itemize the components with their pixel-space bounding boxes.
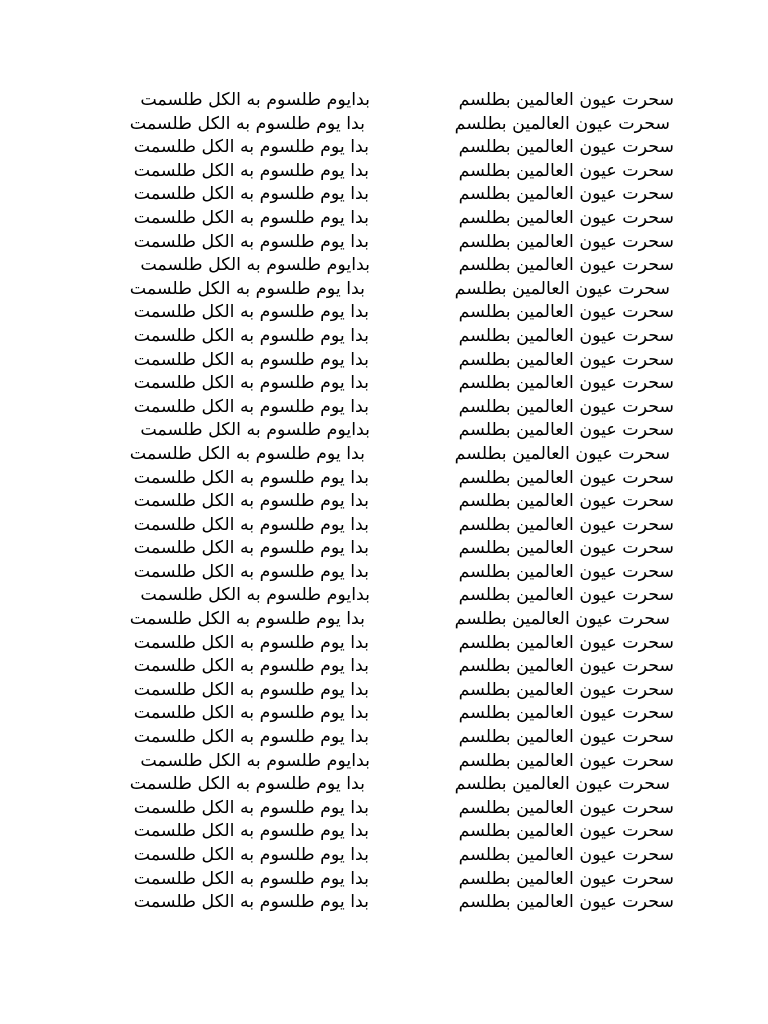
poem-line — [0, 490, 768, 514]
first-hemistich: سحرت عيون العالمين بطلسم — [454, 609, 670, 630]
first-hemistich: سحرت عيون العالمين بطلسم — [458, 727, 674, 748]
first-hemistich: سحرت عيون العالمين بطلسم — [458, 797, 674, 818]
poem-line — [0, 797, 768, 821]
first-hemistich: سحرت عيون العالمين بطلسم — [458, 396, 674, 417]
second-hemistich: بدا يوم طلسوم به الكل طلسمت — [133, 396, 369, 417]
poem-line — [0, 537, 768, 561]
poem-line — [0, 349, 768, 373]
poem-line — [0, 443, 768, 467]
second-hemistich: بدايوم طلسوم به الكل طلسمت — [140, 90, 370, 110]
first-hemistich: سحرت عيون العالمين بطلسم — [458, 892, 674, 913]
second-hemistich: بدا يوم طلسوم به الكل طلسمت — [133, 325, 369, 346]
first-hemistich: سحرت عيون العالمين بطلسم — [458, 90, 674, 110]
second-hemistich: بدا يوم طلسوم به الكل طلسمت — [133, 727, 369, 748]
second-hemistich: بدا يوم طلسوم به الكل طلسمت — [133, 821, 369, 842]
poem-line — [0, 820, 768, 844]
second-hemistich: بدا يوم طلسوم به الكل طلسمت — [133, 656, 369, 677]
second-hemistich: بدا يوم طلسوم به الكل طلسمت — [133, 797, 369, 818]
first-hemistich: سحرت عيون العالمين بطلسم — [458, 255, 674, 276]
second-hemistich: بدا يوم طلسوم به الكل طلسمت — [133, 467, 369, 488]
first-hemistich: سحرت عيون العالمين بطلسم — [458, 231, 674, 252]
poem-line — [0, 891, 768, 915]
first-hemistich: سحرت عيون العالمين بطلسم — [458, 467, 674, 488]
poem-line — [0, 584, 768, 608]
first-hemistich: سحرت عيون العالمين بطلسم — [458, 325, 674, 346]
first-hemistich: سحرت عيون العالمين بطلسم — [458, 184, 674, 205]
first-hemistich: سحرت عيون العالمين بطلسم — [458, 821, 674, 842]
first-hemistich: سحرت عيون العالمين بطلسم — [458, 632, 674, 653]
second-hemistich: بدا يوم طلسوم به الكل طلسمت — [133, 160, 369, 181]
first-hemistich: سحرت عيون العالمين بطلسم — [458, 585, 674, 606]
poem-line — [0, 844, 768, 868]
poem-line — [0, 726, 768, 750]
second-hemistich: بدا يوم طلسوم به الكل طلسمت — [133, 868, 369, 889]
poem-line — [0, 514, 768, 538]
second-hemistich: بدا يوم طلسوم به الكل طلسمت — [133, 514, 369, 535]
second-hemistich: بدايوم طلسوم به الكل طلسمت — [140, 255, 370, 276]
first-hemistich: سحرت عيون العالمين بطلسم — [458, 160, 674, 181]
second-hemistich: بدا يوم طلسوم به الكل طلسمت — [133, 349, 369, 370]
first-hemistich: سحرت عيون العالمين بطلسم — [458, 207, 674, 228]
first-hemistich: سحرت عيون العالمين بطلسم — [458, 373, 674, 394]
poem-line — [0, 608, 768, 632]
first-hemistich: سحرت عيون العالمين بطلسم — [458, 703, 674, 724]
second-hemistich: بدا يوم طلسوم به الكل طلسمت — [133, 679, 369, 700]
second-hemistich: بدا يوم طلسوم به الكل طلسمت — [129, 609, 365, 630]
second-hemistich: بدا يوم طلسوم به الكل طلسمت — [133, 184, 369, 205]
second-hemistich: بدا يوم طلسوم به الكل طلسمت — [133, 703, 369, 724]
poem-line — [0, 679, 768, 703]
poem-line — [0, 160, 768, 184]
second-hemistich: بدا يوم طلسوم به الكل طلسمت — [133, 491, 369, 512]
first-hemistich: سحرت عيون العالمين بطلسم — [454, 113, 670, 134]
poem-line — [0, 868, 768, 892]
poem-line — [0, 301, 768, 325]
poem-line — [0, 750, 768, 774]
second-hemistich: بدا يوم طلسوم به الكل طلسمت — [133, 302, 369, 323]
poem-line — [0, 396, 768, 420]
second-hemistich: بدا يوم طلسوم به الكل طلسمت — [129, 113, 365, 134]
second-hemistich: بدا يوم طلسوم به الكل طلسمت — [129, 278, 365, 299]
poem-line — [0, 702, 768, 726]
first-hemistich: سحرت عيون العالمين بطلسم — [458, 491, 674, 512]
poem-line — [0, 136, 768, 160]
poem-line — [0, 419, 768, 443]
poem-line — [0, 207, 768, 231]
first-hemistich: سحرت عيون العالمين بطلسم — [458, 679, 674, 700]
first-hemistich: سحرت عيون العالمين بطلسم — [458, 750, 674, 771]
poem-line — [0, 254, 768, 278]
first-hemistich: سحرت عيون العالمين بطلسم — [458, 538, 674, 559]
second-hemistich: بدا يوم طلسوم به الكل طلسمت — [129, 774, 365, 795]
poem-line — [0, 183, 768, 207]
second-hemistich: بدا يوم طلسوم به الكل طلسمت — [133, 632, 369, 653]
first-hemistich: سحرت عيون العالمين بطلسم — [454, 278, 670, 299]
poem-line — [0, 632, 768, 656]
first-hemistich: سحرت عيون العالمين بطلسم — [458, 845, 674, 865]
poem-line — [0, 773, 768, 797]
poem-line — [0, 113, 768, 137]
first-hemistich: سحرت عيون العالمين بطلسم — [458, 137, 674, 158]
second-hemistich: بدايوم طلسوم به الكل طلسمت — [140, 420, 370, 441]
second-hemistich: بدا يوم طلسوم به الكل طلسمت — [133, 538, 369, 559]
first-hemistich: سحرت عيون العالمين بطلسم — [454, 443, 670, 464]
second-hemistich: بدا يوم طلسوم به الكل طلسمت — [133, 137, 369, 158]
second-hemistich: بدا يوم طلسوم به الكل طلسمت — [129, 443, 365, 464]
first-hemistich: سحرت عيون العالمين بطلسم — [458, 561, 674, 582]
second-hemistich: بدا يوم طلسوم به الكل طلسمت — [133, 892, 369, 913]
poem-line — [0, 561, 768, 585]
first-hemistich: سحرت عيون العالمين بطلسم — [454, 774, 670, 795]
first-hemistich: سحرت عيون العالمين بطلسم — [458, 656, 674, 677]
second-hemistich: بدا يوم طلسوم به الكل طلسمت — [133, 231, 369, 252]
poem-line — [0, 278, 768, 302]
second-hemistich: بدايوم طلسوم به الكل طلسمت — [140, 750, 370, 771]
second-hemistich: بدايوم طلسوم به الكل طلسمت — [140, 585, 370, 606]
second-hemistich: بدا يوم طلسوم به الكل طلسمت — [133, 207, 369, 228]
poem-line — [0, 467, 768, 491]
first-hemistich: سحرت عيون العالمين بطلسم — [458, 868, 674, 889]
second-hemistich: بدا يوم طلسوم به الكل طلسمت — [133, 561, 369, 582]
second-hemistich: بدا يوم طلسوم به الكل طلسمت — [133, 373, 369, 394]
poem-line — [0, 325, 768, 349]
poem-line — [0, 231, 768, 255]
poem-line — [0, 372, 768, 396]
second-hemistich: بدا يوم طلسوم به الكل طلسمت — [133, 845, 369, 865]
poem-line — [0, 655, 768, 679]
poem-line — [0, 89, 768, 113]
first-hemistich: سحرت عيون العالمين بطلسم — [458, 302, 674, 323]
first-hemistich: سحرت عيون العالمين بطلسم — [458, 349, 674, 370]
first-hemistich: سحرت عيون العالمين بطلسم — [458, 420, 674, 441]
poem-body — [0, 89, 768, 915]
first-hemistich: سحرت عيون العالمين بطلسم — [458, 514, 674, 535]
